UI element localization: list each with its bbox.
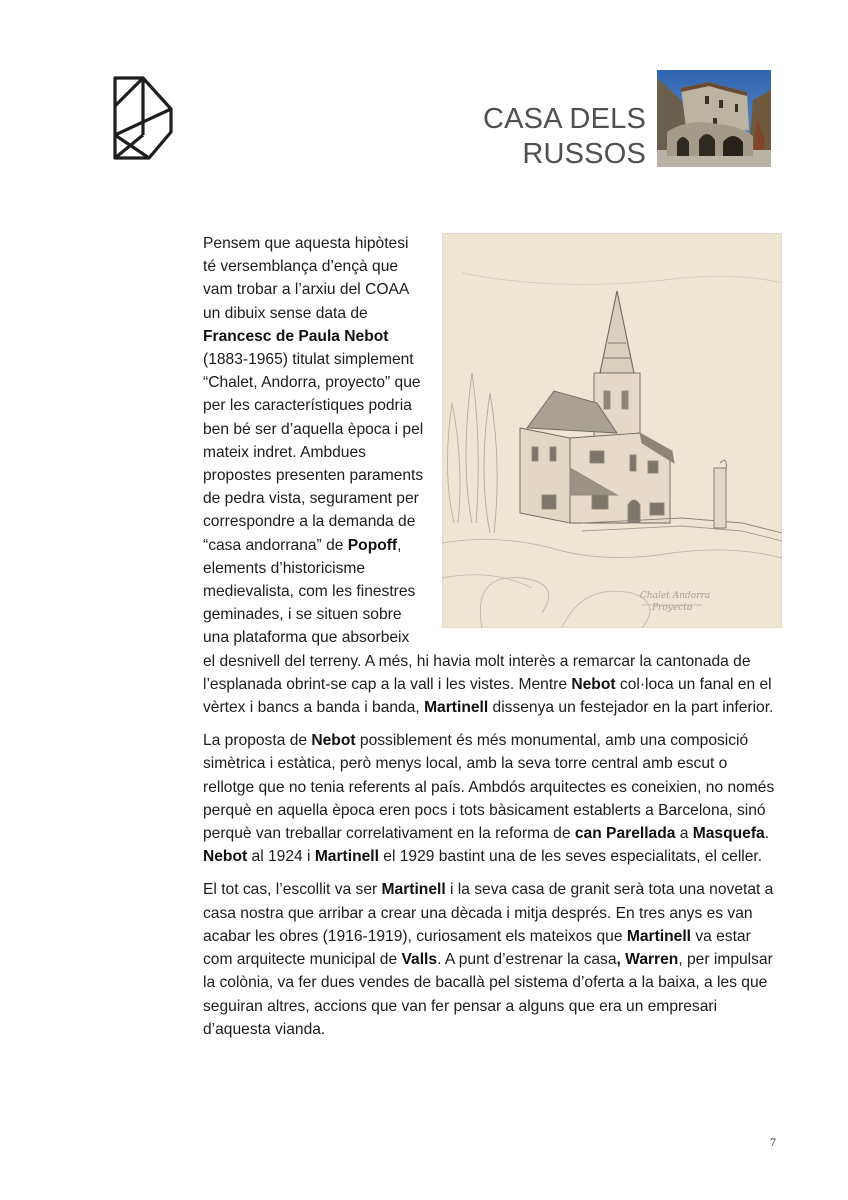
drawing-handwriting-line-1: Chalet Andorra	[640, 591, 711, 601]
text-run: i la seva casa de granit serà tota una novetat a casa nostra que arribar a crear una dècada i mitja després. En tres anys es van acabar les obres (1916-1919), curiosament els mateixos que	[203, 881, 774, 945]
bold-name: Martinell	[381, 881, 446, 899]
text-run: . A punt d’estrenar la casa	[437, 951, 617, 969]
text-run: , elements d’historicisme medievalista, com les finestres geminades, i se situen sobre una plataforma que absorbeix el desnivell del terreny. A més, hi havia molt interès a remarcar la cantonada de l’esplanada obrint-se cap a la vall i les vistes. Mentre	[203, 536, 751, 693]
bold-name: Martinell	[424, 699, 489, 717]
page-title	[483, 102, 646, 172]
text-run: La proposta de	[203, 732, 312, 750]
bold-name: Nebot	[571, 675, 616, 693]
text-run: el 1929 bastint una de les seves especialitats, el celler.	[378, 848, 763, 866]
text-run: (1883-1965) titulat simplement “Chalet, Andorra, proyecto” que per les característiques podria ben bé ser d’aquella època i pel mateix indret. Ambdues propostes presenten paraments de pedra vista, segurament per correspondre a la demanda de “casa andorrana” de	[203, 351, 424, 554]
bold-name: Nebot	[311, 732, 356, 750]
bold-name: Popoff	[347, 536, 398, 554]
article-body	[203, 232, 778, 1051]
bold-name: , Warren	[616, 951, 679, 969]
text-run: dissenya un festejador en la part inferior.	[488, 699, 774, 717]
casa-dels-russos-photo	[657, 70, 771, 167]
bold-name: Martinell	[626, 927, 691, 945]
text-run: va estar com arquitecte municipal de	[203, 927, 751, 969]
text-run: , per impulsar la colònia, va fer dues vendes de bacallà pel sistema d’oferta a la baixa, a les que seguiran altres, accions que van fer pensar a alguns que era un empresari d’aquesta vianda.	[203, 951, 773, 1038]
geometric-d-logo-icon	[112, 75, 174, 161]
bold-name: Francesc de Paula Nebot	[203, 327, 389, 345]
text-run: .	[764, 825, 770, 843]
title-line-2: RUSSOS	[522, 138, 646, 170]
chalet-andorra-sketch	[442, 233, 782, 628]
bold-name: Nebot	[203, 848, 248, 866]
title-line-1: CASA DELS	[483, 103, 646, 135]
text-run: El tot cas, l’escollit va ser	[203, 881, 382, 899]
bold-name: Valls	[401, 951, 438, 969]
bold-name: Masquefa	[692, 825, 765, 843]
text-run: possiblement és més monumental, amb una composició simètrica i estàtica, però menys local, amb la seva torre central amb escut o rellotge que no tenia referents al país. Ambdós arquitectes es coneixien, no només perquè en aquella època eren pocs i tots bàsicament establerts a Barcelona, sinó perquè van treballar correlativament en la reforma de	[203, 732, 775, 843]
bold-name: can Parellada	[574, 825, 676, 843]
text-run: a	[675, 825, 693, 843]
text-run: Pensem que aquesta hipòtesi té versemblança d’ençà que vam trobar a l’arxiu del COAA un dibuix sense data de	[203, 235, 409, 322]
paragraph-2	[203, 729, 778, 868]
page-number: 7	[770, 1135, 776, 1149]
text-run: col·loca un fanal en el vèrtex i bancs a banda i banda,	[203, 675, 772, 717]
text-run: al 1924 i	[247, 848, 315, 866]
paragraph-3	[203, 878, 778, 1040]
bold-name: Martinell	[314, 848, 379, 866]
drawing-handwriting-line-2: Proyecto	[652, 603, 693, 613]
